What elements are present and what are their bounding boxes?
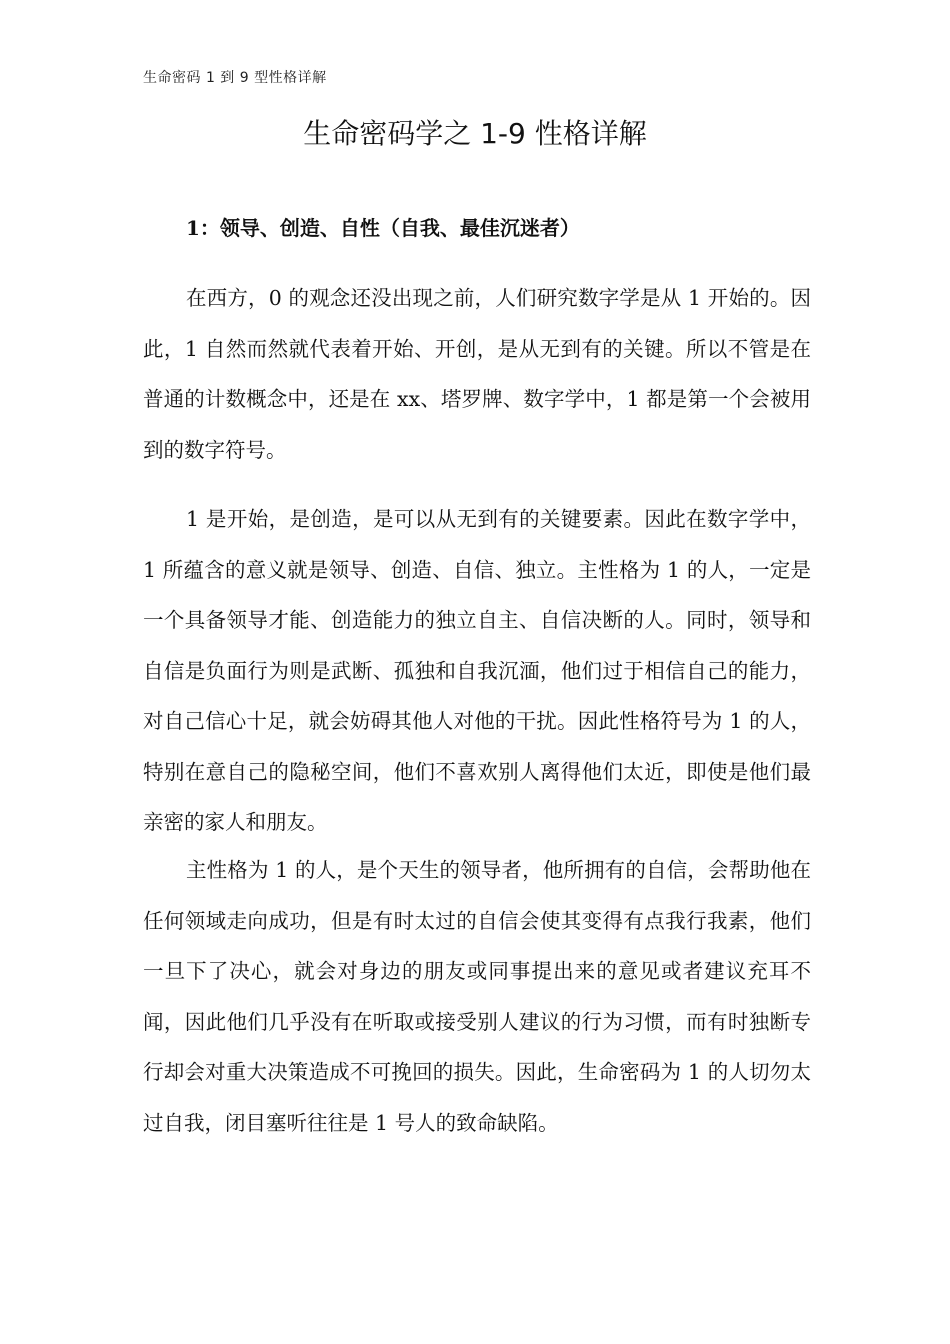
document-title: 生命密码学之 1-9 性格详解 xyxy=(303,117,647,150)
paragraph: 在西方，0 的观念还没出现之前，人们研究数字学是从 1 开始的。因此，1 自然而然就代表着开始、开创，是从无到有的关键。所以不管是在普通的计数概念中，还是在 xx、塔罗牌、数字学中，1 都是第一个会被用到的数字符号。 xyxy=(143,286,811,462)
paragraph: 主性格为 1 的人，是个天生的领导者，他所拥有的自信，会帮助他在任何领域走向成功，但是有时太过的自信会使其变得有点我行我素，他们一旦下了决心，就会对身边的朋友或同事提出来的意见或者建议充耳不闻，因此他们几乎没有在听取或接受别人建议的行为习惯，而有时独断专行却会对重大决策造成不可挽回的损失。因此，生命密码为 1 的人切勿太过自我，闭目塞听往往是 1 号人的致命缺陷。 xyxy=(143,858,811,1135)
paragraph: 1 是开始，是创造，是可以从无到有的关键要素。因此在数字学中，1 所蕴含的意义就是领导、创造、自信、独立。主性格为 1 的人，一定是一个具备领导才能、创造能力的独立自主、自信决断的人。同时，领导和自信是负面行为则是武断、孤独和自我沉湎，他们过于相信自己的能力，对自己信心十足，就会妨碍其他人对他的干扰。因此性格符号为 1 的人，特别在意自己的隐秘空间，他们不喜欢别人离得他们太近，即使是他们最亲密的家人和朋友。 xyxy=(143,507,811,834)
section-heading: 1：领导、创造、自性（自我、最佳沉迷者） xyxy=(186,216,580,240)
running-header: 生命密码 1 到 9 型性格详解 xyxy=(143,70,327,86)
